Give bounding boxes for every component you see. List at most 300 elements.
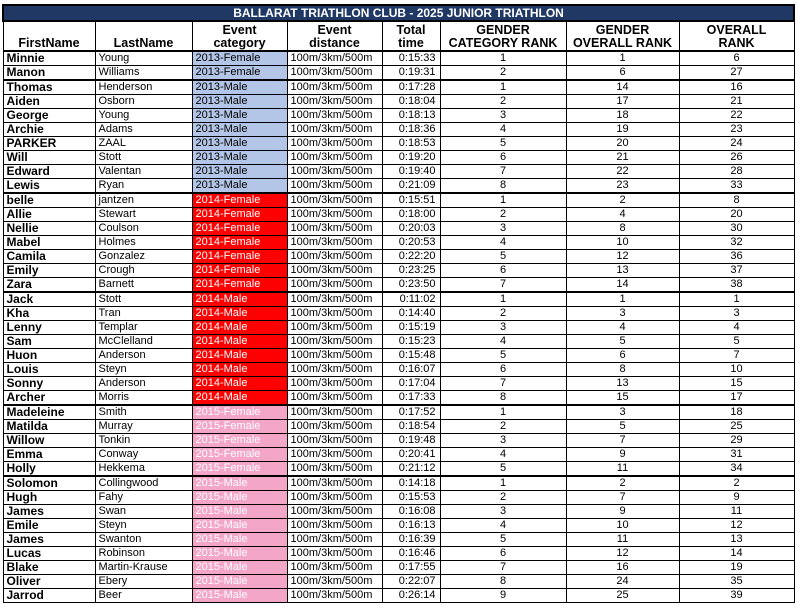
- first-name-cell[interactable]: Will: [3, 151, 95, 165]
- overall-rank-cell[interactable]: 32: [679, 236, 794, 250]
- gender-category-rank-cell[interactable]: 2: [440, 95, 566, 109]
- event-distance-cell[interactable]: 100m/3km/500m: [287, 519, 382, 533]
- first-name-cell[interactable]: Lenny: [3, 321, 95, 335]
- event-distance-cell[interactable]: 100m/3km/500m: [287, 448, 382, 462]
- gender-category-rank-cell[interactable]: 5: [440, 349, 566, 363]
- event-distance-cell[interactable]: 100m/3km/500m: [287, 151, 382, 165]
- overall-rank-cell[interactable]: 26: [679, 151, 794, 165]
- event-distance-cell[interactable]: 100m/3km/500m: [287, 292, 382, 307]
- first-name-cell[interactable]: Blake: [3, 561, 95, 575]
- gender-category-rank-cell[interactable]: 2: [440, 66, 566, 81]
- gender-overall-rank-cell[interactable]: 13: [566, 377, 679, 391]
- first-name-cell[interactable]: Lewis: [3, 179, 95, 194]
- last-name-cell[interactable]: Steyn: [95, 519, 192, 533]
- event-distance-cell[interactable]: 100m/3km/500m: [287, 505, 382, 519]
- first-name-cell[interactable]: Edward: [3, 165, 95, 179]
- first-name-cell[interactable]: Minnie: [3, 51, 95, 66]
- first-name-cell[interactable]: Lucas: [3, 547, 95, 561]
- first-name-cell[interactable]: James: [3, 505, 95, 519]
- last-name-cell[interactable]: Valentan: [95, 165, 192, 179]
- overall-rank-cell[interactable]: 14: [679, 547, 794, 561]
- event-distance-cell[interactable]: 100m/3km/500m: [287, 165, 382, 179]
- event-category-cell[interactable]: 2015-Male: [192, 476, 287, 491]
- first-name-cell[interactable]: Zara: [3, 278, 95, 293]
- total-time-cell[interactable]: 0:17:04: [382, 377, 440, 391]
- overall-rank-cell[interactable]: 18: [679, 405, 794, 420]
- last-name-cell[interactable]: Tran: [95, 307, 192, 321]
- event-distance-cell[interactable]: 100m/3km/500m: [287, 264, 382, 278]
- first-name-cell[interactable]: Archie: [3, 123, 95, 137]
- gender-overall-rank-cell[interactable]: 24: [566, 575, 679, 589]
- gender-category-rank-cell[interactable]: 5: [440, 462, 566, 477]
- gender-overall-rank-cell[interactable]: 5: [566, 335, 679, 349]
- first-name-cell[interactable]: Archer: [3, 391, 95, 406]
- gender-overall-rank-cell[interactable]: 12: [566, 250, 679, 264]
- gender-overall-rank-cell[interactable]: 4: [566, 321, 679, 335]
- overall-rank-cell[interactable]: 30: [679, 222, 794, 236]
- total-time-cell[interactable]: 0:18:54: [382, 420, 440, 434]
- last-name-cell[interactable]: Williams: [95, 66, 192, 81]
- last-name-cell[interactable]: Adams: [95, 123, 192, 137]
- gender-overall-rank-cell[interactable]: 22: [566, 165, 679, 179]
- total-time-cell[interactable]: 0:21:12: [382, 462, 440, 477]
- event-category-cell[interactable]: 2013-Female: [192, 51, 287, 66]
- gender-overall-rank-cell[interactable]: 20: [566, 137, 679, 151]
- gender-overall-rank-cell[interactable]: 10: [566, 236, 679, 250]
- gender-overall-rank-cell[interactable]: 11: [566, 533, 679, 547]
- gender-overall-rank-cell[interactable]: 15: [566, 391, 679, 406]
- last-name-cell[interactable]: Fahy: [95, 491, 192, 505]
- first-name-cell[interactable]: Solomon: [3, 476, 95, 491]
- total-time-cell[interactable]: 0:22:20: [382, 250, 440, 264]
- last-name-cell[interactable]: Hekkema: [95, 462, 192, 477]
- gender-category-rank-cell[interactable]: 3: [440, 109, 566, 123]
- event-distance-cell[interactable]: 100m/3km/500m: [287, 405, 382, 420]
- gender-category-rank-cell[interactable]: 5: [440, 137, 566, 151]
- total-time-cell[interactable]: 0:15:53: [382, 491, 440, 505]
- event-category-cell[interactable]: 2015-Male: [192, 547, 287, 561]
- gender-overall-rank-cell[interactable]: 5: [566, 420, 679, 434]
- last-name-cell[interactable]: Robinson: [95, 547, 192, 561]
- gender-overall-rank-cell[interactable]: 2: [566, 476, 679, 491]
- last-name-cell[interactable]: Steyn: [95, 363, 192, 377]
- first-name-cell[interactable]: Madeleine: [3, 405, 95, 420]
- total-time-cell[interactable]: 0:19:40: [382, 165, 440, 179]
- event-distance-cell[interactable]: 100m/3km/500m: [287, 193, 382, 208]
- gender-overall-rank-cell[interactable]: 12: [566, 547, 679, 561]
- last-name-cell[interactable]: Coulson: [95, 222, 192, 236]
- event-category-cell[interactable]: 2015-Male: [192, 589, 287, 603]
- overall-rank-cell[interactable]: 3: [679, 307, 794, 321]
- gender-overall-rank-cell[interactable]: 18: [566, 109, 679, 123]
- event-distance-cell[interactable]: 100m/3km/500m: [287, 80, 382, 95]
- event-distance-cell[interactable]: 100m/3km/500m: [287, 547, 382, 561]
- gender-category-rank-cell[interactable]: 2: [440, 491, 566, 505]
- event-category-cell[interactable]: 2015-Female: [192, 462, 287, 477]
- event-category-cell[interactable]: 2014-Male: [192, 321, 287, 335]
- last-name-cell[interactable]: Crough: [95, 264, 192, 278]
- event-distance-cell[interactable]: 100m/3km/500m: [287, 236, 382, 250]
- gender-overall-rank-cell[interactable]: 9: [566, 505, 679, 519]
- event-category-cell[interactable]: 2014-Female: [192, 208, 287, 222]
- event-distance-cell[interactable]: 100m/3km/500m: [287, 434, 382, 448]
- overall-rank-cell[interactable]: 16: [679, 80, 794, 95]
- gender-overall-rank-cell[interactable]: 17: [566, 95, 679, 109]
- first-name-cell[interactable]: Louis: [3, 363, 95, 377]
- overall-rank-cell[interactable]: 24: [679, 137, 794, 151]
- total-time-cell[interactable]: 0:17:33: [382, 391, 440, 406]
- event-category-cell[interactable]: 2015-Male: [192, 561, 287, 575]
- first-name-cell[interactable]: Holly: [3, 462, 95, 477]
- total-time-cell[interactable]: 0:16:07: [382, 363, 440, 377]
- total-time-cell[interactable]: 0:18:13: [382, 109, 440, 123]
- total-time-cell[interactable]: 0:15:51: [382, 193, 440, 208]
- last-name-cell[interactable]: Murray: [95, 420, 192, 434]
- overall-rank-cell[interactable]: 17: [679, 391, 794, 406]
- gender-category-rank-cell[interactable]: 7: [440, 278, 566, 293]
- first-name-cell[interactable]: Oliver: [3, 575, 95, 589]
- first-name-cell[interactable]: Emma: [3, 448, 95, 462]
- event-distance-cell[interactable]: 100m/3km/500m: [287, 278, 382, 293]
- overall-rank-cell[interactable]: 19: [679, 561, 794, 575]
- first-name-cell[interactable]: Huon: [3, 349, 95, 363]
- overall-rank-cell[interactable]: 33: [679, 179, 794, 194]
- gender-overall-rank-cell[interactable]: 8: [566, 363, 679, 377]
- total-time-cell[interactable]: 0:18:00: [382, 208, 440, 222]
- total-time-cell[interactable]: 0:26:14: [382, 589, 440, 603]
- overall-rank-cell[interactable]: 25: [679, 420, 794, 434]
- event-distance-cell[interactable]: 100m/3km/500m: [287, 95, 382, 109]
- header-gender-category-rank[interactable]: GENDER CATEGORY RANK: [440, 21, 566, 51]
- gender-category-rank-cell[interactable]: 8: [440, 391, 566, 406]
- overall-rank-cell[interactable]: 15: [679, 377, 794, 391]
- gender-overall-rank-cell[interactable]: 14: [566, 80, 679, 95]
- event-category-cell[interactable]: 2014-Male: [192, 391, 287, 406]
- header-event-category[interactable]: Event category: [192, 21, 287, 51]
- last-name-cell[interactable]: McClelland: [95, 335, 192, 349]
- first-name-cell[interactable]: Nellie: [3, 222, 95, 236]
- total-time-cell[interactable]: 0:19:20: [382, 151, 440, 165]
- event-category-cell[interactable]: 2013-Male: [192, 123, 287, 137]
- header-event-distance[interactable]: Event distance: [287, 21, 382, 51]
- event-category-cell[interactable]: 2013-Male: [192, 179, 287, 194]
- first-name-cell[interactable]: Manon: [3, 66, 95, 81]
- gender-category-rank-cell[interactable]: 8: [440, 179, 566, 194]
- event-category-cell[interactable]: 2013-Male: [192, 151, 287, 165]
- last-name-cell[interactable]: Smith: [95, 405, 192, 420]
- gender-overall-rank-cell[interactable]: 3: [566, 307, 679, 321]
- total-time-cell[interactable]: 0:18:53: [382, 137, 440, 151]
- overall-rank-cell[interactable]: 23: [679, 123, 794, 137]
- gender-category-rank-cell[interactable]: 6: [440, 547, 566, 561]
- last-name-cell[interactable]: Stewart: [95, 208, 192, 222]
- last-name-cell[interactable]: Young: [95, 109, 192, 123]
- overall-rank-cell[interactable]: 7: [679, 349, 794, 363]
- event-category-cell[interactable]: 2015-Female: [192, 420, 287, 434]
- event-category-cell[interactable]: 2014-Male: [192, 292, 287, 307]
- overall-rank-cell[interactable]: 29: [679, 434, 794, 448]
- total-time-cell[interactable]: 0:19:48: [382, 434, 440, 448]
- gender-overall-rank-cell[interactable]: 7: [566, 434, 679, 448]
- gender-category-rank-cell[interactable]: 9: [440, 589, 566, 603]
- last-name-cell[interactable]: Gonzalez: [95, 250, 192, 264]
- event-distance-cell[interactable]: 100m/3km/500m: [287, 391, 382, 406]
- first-name-cell[interactable]: Mabel: [3, 236, 95, 250]
- last-name-cell[interactable]: Stott: [95, 151, 192, 165]
- total-time-cell[interactable]: 0:16:39: [382, 533, 440, 547]
- last-name-cell[interactable]: ZAAL: [95, 137, 192, 151]
- event-distance-cell[interactable]: 100m/3km/500m: [287, 349, 382, 363]
- event-category-cell[interactable]: 2015-Male: [192, 575, 287, 589]
- total-time-cell[interactable]: 0:20:03: [382, 222, 440, 236]
- header-first-name[interactable]: FirstName: [3, 21, 95, 51]
- gender-category-rank-cell[interactable]: 1: [440, 405, 566, 420]
- gender-overall-rank-cell[interactable]: 7: [566, 491, 679, 505]
- gender-overall-rank-cell[interactable]: 11: [566, 462, 679, 477]
- last-name-cell[interactable]: Young: [95, 51, 192, 66]
- last-name-cell[interactable]: Tonkin: [95, 434, 192, 448]
- overall-rank-cell[interactable]: 37: [679, 264, 794, 278]
- overall-rank-cell[interactable]: 8: [679, 193, 794, 208]
- first-name-cell[interactable]: PARKER: [3, 137, 95, 151]
- gender-overall-rank-cell[interactable]: 25: [566, 589, 679, 603]
- gender-category-rank-cell[interactable]: 4: [440, 519, 566, 533]
- total-time-cell[interactable]: 0:15:48: [382, 349, 440, 363]
- event-distance-cell[interactable]: 100m/3km/500m: [287, 137, 382, 151]
- event-category-cell[interactable]: 2014-Female: [192, 250, 287, 264]
- gender-overall-rank-cell[interactable]: 21: [566, 151, 679, 165]
- event-distance-cell[interactable]: 100m/3km/500m: [287, 462, 382, 477]
- overall-rank-cell[interactable]: 22: [679, 109, 794, 123]
- overall-rank-cell[interactable]: 27: [679, 66, 794, 81]
- event-distance-cell[interactable]: 100m/3km/500m: [287, 179, 382, 194]
- total-time-cell[interactable]: 0:15:23: [382, 335, 440, 349]
- last-name-cell[interactable]: Swanton: [95, 533, 192, 547]
- overall-rank-cell[interactable]: 21: [679, 95, 794, 109]
- event-category-cell[interactable]: 2014-Female: [192, 236, 287, 250]
- last-name-cell[interactable]: Martin-Krause: [95, 561, 192, 575]
- event-category-cell[interactable]: 2014-Female: [192, 278, 287, 293]
- total-time-cell[interactable]: 0:16:08: [382, 505, 440, 519]
- first-name-cell[interactable]: Thomas: [3, 80, 95, 95]
- event-category-cell[interactable]: 2015-Female: [192, 405, 287, 420]
- event-category-cell[interactable]: 2014-Male: [192, 377, 287, 391]
- event-distance-cell[interactable]: 100m/3km/500m: [287, 109, 382, 123]
- overall-rank-cell[interactable]: 34: [679, 462, 794, 477]
- gender-category-rank-cell[interactable]: 3: [440, 505, 566, 519]
- total-time-cell[interactable]: 0:17:55: [382, 561, 440, 575]
- gender-category-rank-cell[interactable]: 7: [440, 377, 566, 391]
- gender-category-rank-cell[interactable]: 4: [440, 335, 566, 349]
- event-category-cell[interactable]: 2014-Male: [192, 349, 287, 363]
- overall-rank-cell[interactable]: 1: [679, 292, 794, 307]
- gender-overall-rank-cell[interactable]: 10: [566, 519, 679, 533]
- gender-category-rank-cell[interactable]: 3: [440, 321, 566, 335]
- gender-overall-rank-cell[interactable]: 9: [566, 448, 679, 462]
- event-distance-cell[interactable]: 100m/3km/500m: [287, 476, 382, 491]
- gender-category-rank-cell[interactable]: 1: [440, 476, 566, 491]
- event-category-cell[interactable]: 2015-Female: [192, 448, 287, 462]
- total-time-cell[interactable]: 0:20:41: [382, 448, 440, 462]
- last-name-cell[interactable]: Henderson: [95, 80, 192, 95]
- first-name-cell[interactable]: James: [3, 533, 95, 547]
- gender-category-rank-cell[interactable]: 5: [440, 533, 566, 547]
- gender-category-rank-cell[interactable]: 8: [440, 575, 566, 589]
- event-category-cell[interactable]: 2015-Male: [192, 505, 287, 519]
- total-time-cell[interactable]: 0:11:02: [382, 292, 440, 307]
- first-name-cell[interactable]: Jarrod: [3, 589, 95, 603]
- last-name-cell[interactable]: Osborn: [95, 95, 192, 109]
- overall-rank-cell[interactable]: 35: [679, 575, 794, 589]
- event-distance-cell[interactable]: 100m/3km/500m: [287, 575, 382, 589]
- last-name-cell[interactable]: Beer: [95, 589, 192, 603]
- gender-overall-rank-cell[interactable]: 16: [566, 561, 679, 575]
- total-time-cell[interactable]: 0:15:33: [382, 51, 440, 66]
- first-name-cell[interactable]: Sam: [3, 335, 95, 349]
- gender-category-rank-cell[interactable]: 4: [440, 123, 566, 137]
- overall-rank-cell[interactable]: 6: [679, 51, 794, 66]
- last-name-cell[interactable]: Anderson: [95, 349, 192, 363]
- event-category-cell[interactable]: 2014-Female: [192, 193, 287, 208]
- event-distance-cell[interactable]: 100m/3km/500m: [287, 561, 382, 575]
- event-category-cell[interactable]: 2015-Male: [192, 519, 287, 533]
- event-category-cell[interactable]: 2013-Male: [192, 137, 287, 151]
- event-distance-cell[interactable]: 100m/3km/500m: [287, 222, 382, 236]
- gender-overall-rank-cell[interactable]: 6: [566, 349, 679, 363]
- gender-category-rank-cell[interactable]: 1: [440, 51, 566, 66]
- overall-rank-cell[interactable]: 36: [679, 250, 794, 264]
- total-time-cell[interactable]: 0:22:07: [382, 575, 440, 589]
- gender-overall-rank-cell[interactable]: 4: [566, 208, 679, 222]
- event-distance-cell[interactable]: 100m/3km/500m: [287, 321, 382, 335]
- overall-rank-cell[interactable]: 2: [679, 476, 794, 491]
- first-name-cell[interactable]: belle: [3, 193, 95, 208]
- overall-rank-cell[interactable]: 9: [679, 491, 794, 505]
- overall-rank-cell[interactable]: 10: [679, 363, 794, 377]
- total-time-cell[interactable]: 0:16:46: [382, 547, 440, 561]
- gender-overall-rank-cell[interactable]: 23: [566, 179, 679, 194]
- last-name-cell[interactable]: Ryan: [95, 179, 192, 194]
- gender-category-rank-cell[interactable]: 6: [440, 363, 566, 377]
- event-distance-cell[interactable]: 100m/3km/500m: [287, 533, 382, 547]
- gender-category-rank-cell[interactable]: 4: [440, 448, 566, 462]
- event-distance-cell[interactable]: 100m/3km/500m: [287, 123, 382, 137]
- gender-category-rank-cell[interactable]: 6: [440, 264, 566, 278]
- event-category-cell[interactable]: 2013-Female: [192, 66, 287, 81]
- overall-rank-cell[interactable]: 4: [679, 321, 794, 335]
- gender-category-rank-cell[interactable]: 1: [440, 292, 566, 307]
- gender-overall-rank-cell[interactable]: 6: [566, 66, 679, 81]
- last-name-cell[interactable]: Templar: [95, 321, 192, 335]
- overall-rank-cell[interactable]: 31: [679, 448, 794, 462]
- gender-overall-rank-cell[interactable]: 13: [566, 264, 679, 278]
- total-time-cell[interactable]: 0:18:04: [382, 95, 440, 109]
- gender-category-rank-cell[interactable]: 3: [440, 434, 566, 448]
- total-time-cell[interactable]: 0:16:13: [382, 519, 440, 533]
- gender-category-rank-cell[interactable]: 7: [440, 165, 566, 179]
- event-distance-cell[interactable]: 100m/3km/500m: [287, 51, 382, 66]
- gender-overall-rank-cell[interactable]: 3: [566, 405, 679, 420]
- total-time-cell[interactable]: 0:17:28: [382, 80, 440, 95]
- gender-overall-rank-cell[interactable]: 8: [566, 222, 679, 236]
- header-total-time[interactable]: Total time: [382, 21, 440, 51]
- total-time-cell[interactable]: 0:14:40: [382, 307, 440, 321]
- event-distance-cell[interactable]: 100m/3km/500m: [287, 491, 382, 505]
- total-time-cell[interactable]: 0:15:19: [382, 321, 440, 335]
- last-name-cell[interactable]: Holmes: [95, 236, 192, 250]
- event-category-cell[interactable]: 2015-Male: [192, 533, 287, 547]
- overall-rank-cell[interactable]: 39: [679, 589, 794, 603]
- gender-overall-rank-cell[interactable]: 19: [566, 123, 679, 137]
- first-name-cell[interactable]: Matilda: [3, 420, 95, 434]
- total-time-cell[interactable]: 0:14:18: [382, 476, 440, 491]
- event-distance-cell[interactable]: 100m/3km/500m: [287, 307, 382, 321]
- total-time-cell[interactable]: 0:17:52: [382, 405, 440, 420]
- gender-category-rank-cell[interactable]: 2: [440, 307, 566, 321]
- overall-rank-cell[interactable]: 5: [679, 335, 794, 349]
- gender-category-rank-cell[interactable]: 2: [440, 208, 566, 222]
- gender-category-rank-cell[interactable]: 2: [440, 420, 566, 434]
- gender-overall-rank-cell[interactable]: 2: [566, 193, 679, 208]
- total-time-cell[interactable]: 0:23:25: [382, 264, 440, 278]
- event-category-cell[interactable]: 2014-Male: [192, 335, 287, 349]
- event-category-cell[interactable]: 2014-Female: [192, 264, 287, 278]
- first-name-cell[interactable]: Camila: [3, 250, 95, 264]
- gender-category-rank-cell[interactable]: 1: [440, 193, 566, 208]
- total-time-cell[interactable]: 0:19:31: [382, 66, 440, 81]
- event-category-cell[interactable]: 2014-Male: [192, 363, 287, 377]
- last-name-cell[interactable]: Conway: [95, 448, 192, 462]
- overall-rank-cell[interactable]: 11: [679, 505, 794, 519]
- gender-overall-rank-cell[interactable]: 1: [566, 51, 679, 66]
- first-name-cell[interactable]: Allie: [3, 208, 95, 222]
- gender-category-rank-cell[interactable]: 6: [440, 151, 566, 165]
- total-time-cell[interactable]: 0:23:50: [382, 278, 440, 293]
- event-distance-cell[interactable]: 100m/3km/500m: [287, 363, 382, 377]
- first-name-cell[interactable]: Emile: [3, 519, 95, 533]
- first-name-cell[interactable]: Emily: [3, 264, 95, 278]
- event-category-cell[interactable]: 2015-Male: [192, 491, 287, 505]
- first-name-cell[interactable]: Sonny: [3, 377, 95, 391]
- overall-rank-cell[interactable]: 12: [679, 519, 794, 533]
- gender-overall-rank-cell[interactable]: 1: [566, 292, 679, 307]
- event-category-cell[interactable]: 2014-Male: [192, 307, 287, 321]
- gender-overall-rank-cell[interactable]: 14: [566, 278, 679, 293]
- last-name-cell[interactable]: Anderson: [95, 377, 192, 391]
- last-name-cell[interactable]: Ebery: [95, 575, 192, 589]
- first-name-cell[interactable]: Aiden: [3, 95, 95, 109]
- event-category-cell[interactable]: 2014-Female: [192, 222, 287, 236]
- total-time-cell[interactable]: 0:18:36: [382, 123, 440, 137]
- event-distance-cell[interactable]: 100m/3km/500m: [287, 66, 382, 81]
- gender-category-rank-cell[interactable]: 7: [440, 561, 566, 575]
- first-name-cell[interactable]: George: [3, 109, 95, 123]
- total-time-cell[interactable]: 0:21:09: [382, 179, 440, 194]
- event-category-cell[interactable]: 2015-Female: [192, 434, 287, 448]
- header-gender-overall-rank[interactable]: GENDER OVERALL RANK: [566, 21, 679, 51]
- event-distance-cell[interactable]: 100m/3km/500m: [287, 420, 382, 434]
- last-name-cell[interactable]: jantzen: [95, 193, 192, 208]
- total-time-cell[interactable]: 0:20:53: [382, 236, 440, 250]
- event-category-cell[interactable]: 2013-Male: [192, 80, 287, 95]
- first-name-cell[interactable]: Jack: [3, 292, 95, 307]
- event-distance-cell[interactable]: 100m/3km/500m: [287, 589, 382, 603]
- overall-rank-cell[interactable]: 38: [679, 278, 794, 293]
- first-name-cell[interactable]: Hugh: [3, 491, 95, 505]
- event-category-cell[interactable]: 2013-Male: [192, 95, 287, 109]
- header-last-name[interactable]: LastName: [95, 21, 192, 51]
- event-category-cell[interactable]: 2013-Male: [192, 109, 287, 123]
